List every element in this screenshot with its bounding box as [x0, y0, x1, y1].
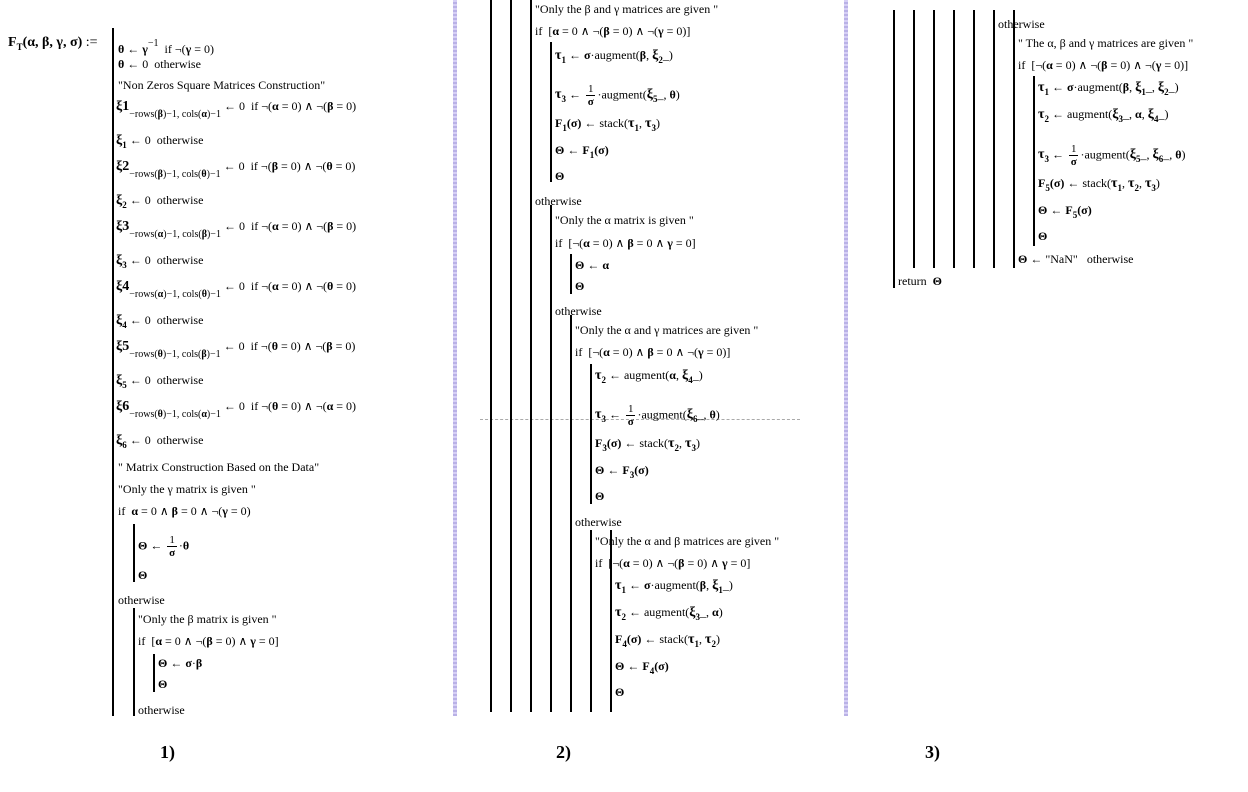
continuation-bar — [893, 10, 895, 288]
return-theta-4: Θ — [575, 279, 585, 293]
assign-theta-f4: Θ ← $F_4(\sigma)$ — [615, 659, 669, 676]
bracket-alpha-gamma — [590, 364, 592, 504]
return-theta-5: Θ — [595, 489, 605, 503]
otherwise-3: otherwise — [535, 194, 582, 208]
cond-beta-gamma: if [α = 0 ∧ ¬(β = 0) ∧ ¬(γ = 0)] — [535, 24, 691, 38]
otherwise-5: otherwise — [575, 515, 622, 529]
bracket-all-outer — [1013, 32, 1015, 244]
heading-data: " Matrix Construction Based on the Data" — [118, 460, 320, 474]
panel-separator-right — [844, 0, 848, 716]
return-theta-7: Θ — [1038, 229, 1048, 243]
otherwise-1: otherwise — [118, 593, 165, 607]
line-xi6-zero: $\xi_6$ ← 0 otherwise — [116, 433, 204, 450]
cond-all: if [¬(α = 0) ∧ ¬(β = 0) ∧ ¬(γ = 0)] — [1018, 58, 1189, 72]
assign-tau2-b: $\tau_2$ ← $augment(\xi_3\_$, α) — [615, 605, 723, 622]
comment-alpha-only: "Only the α matrix is given " — [555, 213, 694, 227]
assign-theta-gamma: Θ ← $\frac{1}{\sigma}$ ·θ — [138, 534, 190, 559]
otherwise-4: otherwise — [555, 304, 602, 318]
return-theta-1: Θ — [138, 568, 148, 582]
line-xi5-zero: $\xi_5$ ← 0 otherwise — [116, 373, 204, 390]
return-theta-3: Θ — [555, 169, 565, 183]
continuation-bar — [933, 10, 935, 268]
continuation-bar — [590, 530, 592, 712]
otherwise-6: otherwise — [998, 17, 1045, 31]
continuation-bar — [913, 10, 915, 268]
assign-f4: $F_4(\sigma)$ ← $stack(\tau_1$, $\tau_2$) — [615, 632, 720, 649]
continuation-bar — [953, 10, 955, 268]
continuation-bar — [510, 0, 512, 712]
assign-theta-f5: Θ ← $F_5(\sigma)$ — [1038, 203, 1092, 220]
line-xi1-zero: $\xi_1$ ← 0 otherwise — [116, 133, 204, 150]
comment-alpha-beta: "Only the α and β matrices are given " — [595, 534, 780, 548]
assign-theta-f3: Θ ← $F_3(\sigma)$ — [595, 463, 649, 480]
comment-alpha-gamma: "Only the α and γ matrices are given " — [575, 323, 759, 337]
line-xi1-def: $\xi 1_{-rows(\beta)-1, cols(\alpha)-1}$ ← 0 if ¬(α = 0) ∧ ¬(β = 0) — [116, 99, 357, 120]
line-xi2-zero: $\xi_2$ ← 0 otherwise — [116, 193, 204, 210]
assign-tau1-c: $\tau_1$ ← σ·augment(β, $\xi_1\_$, $\xi_2\_$) — [1038, 80, 1179, 97]
bracket-beta-only — [133, 608, 135, 716]
cond-gamma-only: if α = 0 ∧ β = 0 ∧ ¬(γ = 0) — [118, 504, 251, 518]
comment-beta-only: "Only the β matrix is given " — [138, 612, 277, 626]
continuation-bar — [973, 10, 975, 268]
function-definition: $F_T(\alpha$, β, γ, σ) := — [8, 35, 98, 52]
cond-alpha-beta: if [¬(α = 0) ∧ ¬(β = 0) ∧ γ = 0] — [595, 556, 751, 570]
comment-beta-gamma: "Only the β and γ matrices are given " — [535, 2, 719, 16]
line-xi3-zero: $\xi_3$ ← 0 otherwise — [116, 253, 204, 270]
line-xi3-def: $\xi 3_{-rows(\alpha)-1, cols(\beta)-1}$ ← 0 if ¬(α = 0) ∧ ¬(β = 0) — [116, 219, 357, 240]
panel-label-2: 2) — [556, 742, 571, 762]
cond-alpha-gamma: if [¬(α = 0) ∧ β = 0 ∧ ¬(γ = 0)] — [575, 345, 731, 359]
panel-separator-left — [453, 0, 457, 716]
bracket-alpha-only — [570, 254, 572, 294]
assign-f3: $F_3(\sigma)$ ← $stack(\tau_2$, $\tau_3$) — [595, 436, 700, 453]
heading-nonzero: "Non Zeros Square Matrices Construction" — [118, 78, 326, 92]
assign-tau1-b: $\tau_1$ ← σ·augment(β, $\xi_1\_$) — [615, 578, 733, 595]
continuation-bar — [490, 0, 492, 712]
cond-beta-only: if [α = 0 ∧ ¬(β = 0) ∧ γ = 0] — [138, 634, 279, 648]
assign-f1: $F_1(\sigma)$ ← $stack(\tau_1$, $\tau_3$) — [555, 116, 660, 133]
continuation-bar — [530, 0, 532, 712]
line-theta-inverse: θ ← $\gamma^{-1}$ if ¬(γ = 0) — [118, 38, 215, 56]
line-xi2-def: $\xi 2_{-rows(\beta)-1, cols(\theta)-1}$ ← 0 if ¬(β = 0) ∧ ¬(θ = 0) — [116, 159, 356, 180]
continuation-bar — [570, 315, 572, 712]
line-xi4-def: $\xi 4_{-rows(\alpha)-1, cols(\theta)-1}$ ← 0 if ¬(α = 0) ∧ ¬(θ = 0) — [116, 279, 357, 300]
panel-label-3: 3) — [925, 742, 940, 762]
comment-gamma-only: "Only the γ matrix is given " — [118, 482, 256, 496]
return-theta-6: Θ — [615, 685, 625, 699]
assign-tau1: $\tau_1$ ← σ·augment(β, $\xi_2\_$) — [555, 48, 673, 65]
line-xi6-def: $\xi 6_{-rows(\theta)-1, cols(\alpha)-1}$ ← 0 if ¬(θ = 0) ∧ ¬(α = 0) — [116, 399, 357, 420]
otherwise-2: otherwise — [138, 703, 185, 717]
line-theta-zero: θ ← 0 otherwise — [118, 57, 201, 71]
bracket-beta-assign — [153, 654, 155, 692]
assign-theta-nan: Θ ← "NaN" otherwise — [1018, 252, 1134, 266]
assign-f5: $F_5(\sigma)$ ← $stack(\tau_1$, $\tau_2$, $\tau_3$) — [1038, 176, 1160, 193]
program-bracket-main — [112, 28, 114, 716]
cond-alpha-only: if [¬(α = 0) ∧ β = 0 ∧ γ = 0] — [555, 236, 696, 250]
assign-tau3: $\tau_3$ ← $\frac{1}{\sigma}$ $\cdot augment(\xi_5\_$, θ) — [555, 83, 680, 108]
line-xi4-zero: $\xi_4$ ← 0 otherwise — [116, 313, 204, 330]
return-theta-2: Θ — [158, 677, 168, 691]
line-xi5-def: $\xi 5_{-rows(\theta)-1, cols(\beta)-1}$ ← 0 if ¬(θ = 0) ∧ ¬(β = 0) — [116, 339, 356, 360]
bracket-all — [1033, 76, 1035, 246]
assign-tau3-c: $\tau_3$ ← $\frac{1}{\sigma}$ $\cdot augment(\xi_5\_$, $\xi_6\_$, θ) — [1038, 143, 1186, 168]
assign-theta-alpha: Θ ← α — [575, 258, 610, 272]
bracket-gamma-only — [133, 524, 135, 582]
panel-label-1: 1) — [160, 742, 175, 762]
assign-theta-beta: Θ ← σ·β — [158, 656, 203, 670]
assign-tau3-b: $\tau_3$ ← $\frac{1}{\sigma}$ $\cdot augment(\xi_6\_$, θ) — [595, 403, 720, 428]
assign-tau2-c: $\tau_2$ ← $augment(\xi_3\_$, α, $\xi_4\_$) — [1038, 107, 1169, 124]
assign-tau2: $\tau_2$ ← augment(α, $\xi_4\_$) — [595, 368, 703, 385]
comment-all: " The α, β and γ matrices are given " — [1018, 36, 1194, 50]
assign-theta-f1: Θ ← $F_1(\sigma)$ — [555, 143, 609, 160]
continuation-bar — [550, 205, 552, 712]
return-statement: return Θ — [898, 274, 942, 288]
continuation-bar — [993, 10, 995, 268]
bracket-beta-gamma — [550, 42, 552, 182]
